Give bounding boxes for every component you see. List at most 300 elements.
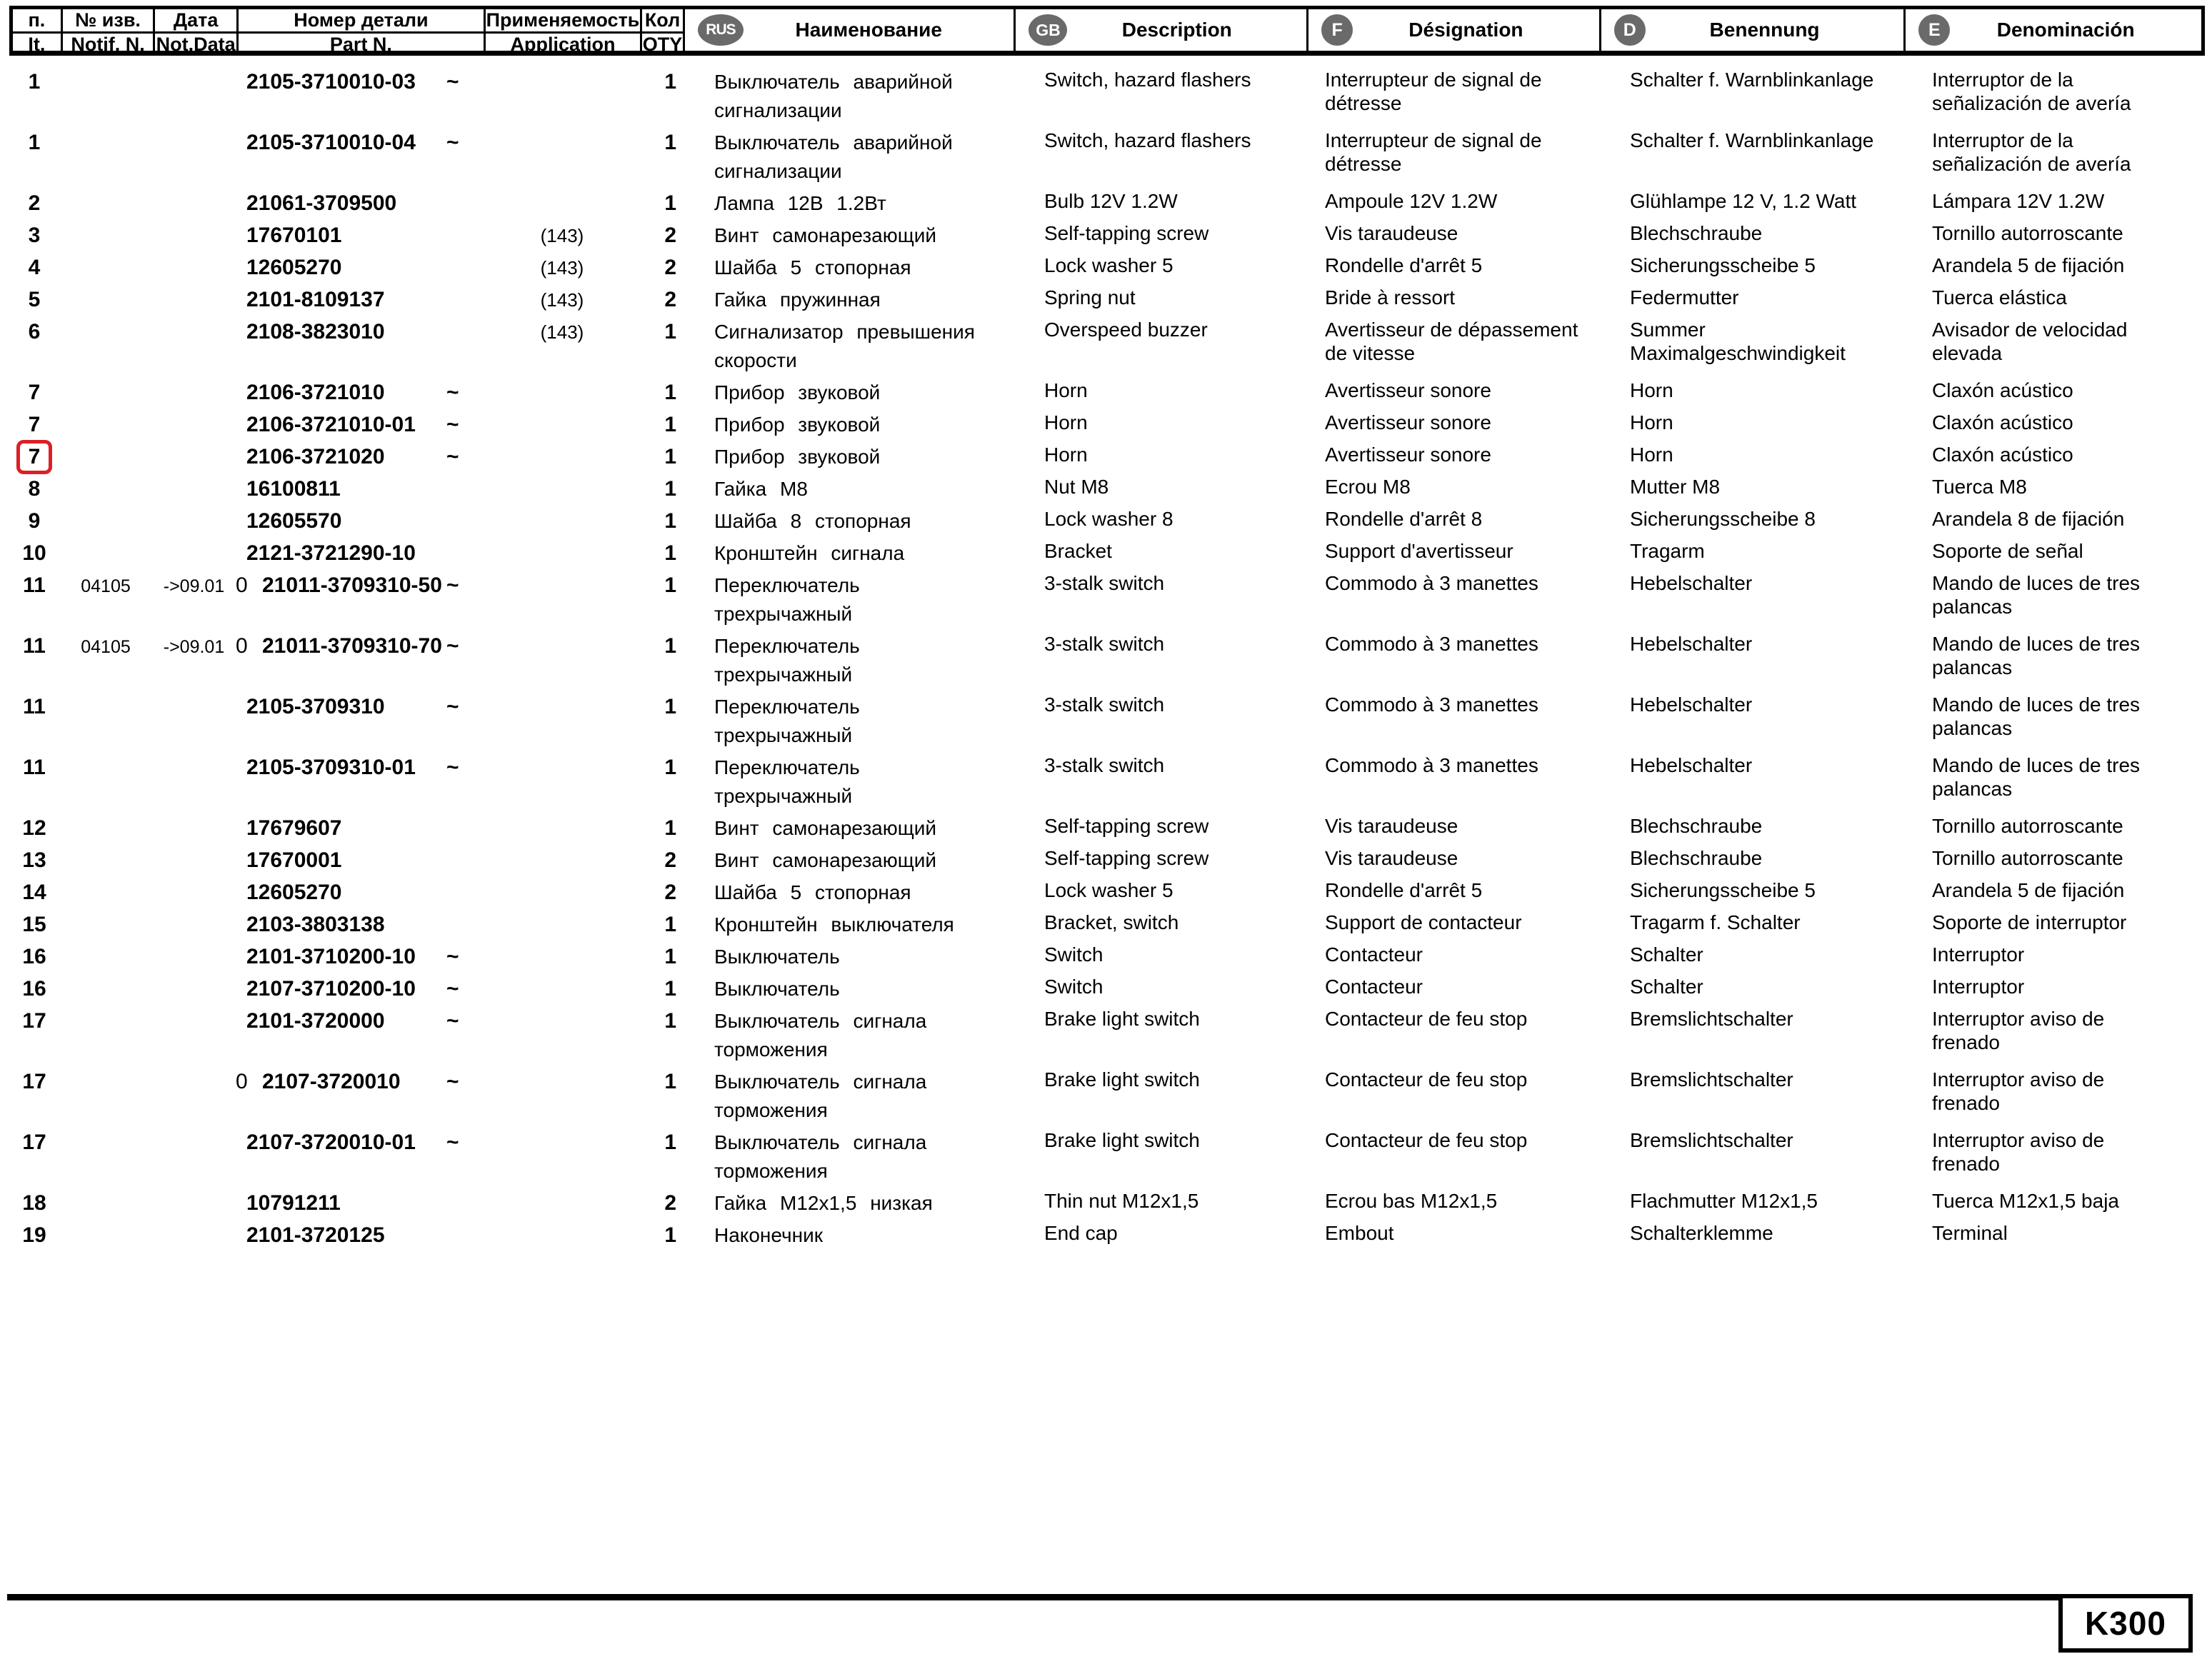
column-header-date: [155, 9, 239, 55]
denominacion-spanish: Interruptor: [1932, 976, 2025, 998]
item-number-cell: [9, 189, 59, 218]
part-number: 2101-3720000: [246, 1009, 385, 1033]
description-english: Spring nut: [1044, 286, 1136, 309]
benennung-german: Horn: [1630, 411, 1673, 433]
item-number-cell: [9, 846, 59, 875]
denominacion-spanish: Mando de luces de tres palancas: [1932, 572, 2141, 618]
table-row: [9, 379, 2205, 411]
tilde-marker: ~: [446, 977, 459, 1001]
quantity-value: 1: [664, 945, 676, 968]
item-number-cell: [9, 943, 59, 971]
description-english: Lock washer 8: [1044, 508, 1173, 530]
name-russian: Прибор звуковой: [714, 381, 881, 404]
column-header-notif-rus: № изв.: [63, 9, 154, 34]
part-number-cell: [236, 632, 484, 661]
tilde-marker: ~: [446, 634, 459, 658]
quantity-value: 1: [664, 477, 676, 501]
gb-language-badge-icon: GB: [1029, 14, 1067, 46]
designation-french: Support de contacteur: [1325, 911, 1522, 933]
benennung-german: Bremslichtschalter: [1630, 1129, 1793, 1151]
item-number: 1: [28, 70, 41, 94]
e-language-badge-icon: E: [1918, 14, 1950, 46]
part-number-cell: [236, 814, 484, 843]
part-number-cell: [236, 254, 484, 282]
part-number: 2105-3709310-01: [246, 756, 416, 779]
description-english: Bracket, switch: [1044, 911, 1179, 933]
item-number-cell: [9, 254, 59, 282]
part-number-cell: [236, 129, 484, 157]
name-russian: Переключатель трехрычажный: [714, 756, 860, 807]
table-row: [9, 221, 2205, 254]
column-header-application-en: Application: [510, 34, 616, 55]
name-russian: Переключатель трехрычажный: [714, 696, 860, 746]
item-number-cell: [9, 911, 59, 939]
designation-french: Avertisseur sonore: [1325, 379, 1491, 401]
designation-french: Bride à ressort: [1325, 286, 1456, 309]
designation-french: Support d'avertisseur: [1325, 540, 1513, 562]
column-header-designation-f-label: Désignation: [1408, 19, 1523, 41]
description-english: Brake light switch: [1044, 1008, 1200, 1030]
column-header-name-rus-label: Наименование: [795, 19, 942, 41]
description-english: Nut M8: [1044, 476, 1109, 498]
denominacion-spanish: Interruptor de la señalización de avería: [1932, 69, 2131, 114]
part-number-cell: [236, 443, 484, 471]
description-english: Bracket: [1044, 540, 1112, 562]
name-russian: Выключатель аварийной сигнализации: [714, 71, 953, 121]
quantity-value: 1: [664, 509, 676, 533]
name-russian: Прибор звуковой: [714, 446, 881, 468]
name-russian: Шайба 8 стопорная: [714, 510, 911, 532]
item-number-cell: [9, 975, 59, 1003]
part-number-cell: [236, 975, 484, 1003]
denominacion-spanish: Arandela 5 de fijación: [1932, 879, 2125, 901]
designation-french: Vis taraudeuse: [1325, 222, 1458, 244]
quantity-value: 1: [664, 1131, 676, 1154]
benennung-german: Tragarm: [1630, 540, 1705, 562]
benennung-german: Sicherungsscheibe 8: [1630, 508, 1816, 530]
designation-french: Commodo à 3 manettes: [1325, 693, 1538, 716]
tilde-marker: ~: [446, 70, 459, 94]
description-english: Switch, hazard flashers: [1044, 69, 1251, 91]
denominacion-spanish: Arandela 8 de fijación: [1932, 508, 2125, 530]
name-russian: Переключатель трехрычажный: [714, 574, 860, 625]
quantity-value: 1: [664, 977, 676, 1001]
designation-french: Avertisseur sonore: [1325, 411, 1491, 433]
part-number: 21011-3709310-50: [262, 573, 442, 597]
benennung-german: Schalter f. Warnblinkanlage: [1630, 69, 1874, 91]
denominacion-spanish: Avisador de velocidad elevada: [1932, 319, 2128, 364]
designation-french: Avertisseur de dépassement de vitesse: [1325, 319, 1578, 364]
denominacion-spanish: Claxón acústico: [1932, 443, 2073, 466]
description-english: Overspeed buzzer: [1044, 319, 1208, 341]
application-value: (143): [540, 225, 584, 246]
description-english: Switch: [1044, 943, 1104, 966]
tilde-marker: ~: [446, 1131, 459, 1154]
part-number: 2101-8109137: [246, 288, 385, 311]
part-number-cell: [236, 911, 484, 939]
table-row: [9, 1221, 2205, 1253]
item-number-cell: [9, 693, 59, 721]
tilde-marker: ~: [446, 413, 459, 436]
part-number: 10791211: [246, 1191, 341, 1215]
item-number: 17: [22, 1070, 46, 1093]
benennung-german: Blechschraube: [1630, 847, 1763, 869]
part-number: 2106-3721010-01: [246, 413, 416, 436]
quantity-value: 1: [664, 320, 676, 344]
item-number: 17: [22, 1131, 46, 1154]
name-russian: Гайка М12х1,5 низкая: [714, 1192, 933, 1214]
description-english: Thin nut M12x1,5: [1044, 1190, 1199, 1212]
benennung-german: Hebelschalter: [1630, 693, 1753, 716]
designation-french: Vis taraudeuse: [1325, 815, 1458, 837]
column-header-benennung-d: [1601, 9, 1906, 51]
item-number: 7: [28, 413, 41, 436]
table-row: [9, 286, 2205, 318]
name-russian: Прибор звуковой: [714, 414, 881, 436]
item-number-cell: [9, 1128, 59, 1157]
item-number-cell: [9, 753, 59, 782]
notification-date: ->09.01: [163, 576, 225, 596]
table-body: [9, 68, 2205, 1253]
quantity-value: 2: [664, 881, 676, 904]
rus-language-badge-icon: RUS: [698, 14, 744, 46]
item-number-cell: [9, 878, 59, 907]
designation-french: Contacteur: [1325, 976, 1423, 998]
part-number: 2107-3720010-01: [246, 1131, 416, 1154]
table-row: [9, 1068, 2205, 1128]
part-number: 2105-3710010-04: [246, 131, 416, 154]
description-english: Horn: [1044, 411, 1088, 433]
quantity-value: 1: [664, 695, 676, 718]
column-header-part-en: Part N.: [329, 34, 392, 55]
denominacion-spanish: Tornillo autorroscante: [1932, 815, 2123, 837]
designation-french: Avertisseur sonore: [1325, 443, 1491, 466]
part-number-cell: [236, 753, 484, 782]
part-number: 21011-3709310-70: [262, 634, 442, 658]
table-row: [9, 539, 2205, 571]
quantity-value: 2: [664, 224, 676, 247]
item-number-cell: [9, 475, 59, 503]
table-row: [9, 318, 2205, 379]
part-number-cell: [236, 1189, 484, 1218]
quantity-value: 1: [664, 1009, 676, 1033]
zero-marker: 0: [236, 1070, 248, 1093]
quantity-value: 1: [664, 816, 676, 840]
description-english: Self-tapping screw: [1044, 222, 1209, 244]
part-number-cell: [236, 943, 484, 971]
part-number: 2108-3823010: [246, 320, 385, 344]
table-row: [9, 1189, 2205, 1221]
denominacion-spanish: Soporte de señal: [1932, 540, 2083, 562]
item-number-cell: [9, 1007, 59, 1036]
item-number: 2: [28, 191, 41, 215]
part-number-cell: [236, 286, 484, 314]
name-russian: Выключатель сигнала торможения: [714, 1071, 927, 1121]
description-english: Brake light switch: [1044, 1129, 1200, 1151]
quantity-value: 1: [664, 70, 676, 94]
benennung-german: Mutter M8: [1630, 476, 1721, 498]
column-header-notif: [63, 9, 156, 55]
benennung-german: Horn: [1630, 443, 1673, 466]
zero-marker: 0: [236, 634, 248, 658]
column-header-denominacion-e: [1906, 9, 2201, 51]
quantity-value: 2: [664, 1191, 676, 1215]
description-english: Lock washer 5: [1044, 254, 1173, 276]
designation-french: Interrupteur de signal de détresse: [1325, 69, 1542, 114]
denominacion-spanish: Tuerca M8: [1932, 476, 2027, 498]
benennung-german: Schalter f. Warnblinkanlage: [1630, 129, 1874, 151]
item-number-cell: [9, 632, 59, 661]
denominacion-spanish: Interruptor de la señalización de avería: [1932, 129, 2131, 175]
designation-french: Rondelle d'arrêt 5: [1325, 254, 1483, 276]
table-row: [9, 943, 2205, 975]
name-russian: Винт самонарезающий: [714, 849, 937, 871]
item-number-cell: [9, 571, 59, 600]
item-number-cell: [9, 68, 59, 96]
denominacion-spanish: Interruptor aviso de frenado: [1932, 1129, 2105, 1175]
quantity-value: 1: [664, 191, 676, 215]
table-row: [9, 632, 2205, 693]
denominacion-spanish: Terminal: [1932, 1222, 2008, 1244]
name-russian: Гайка М8: [714, 478, 808, 500]
name-russian: Шайба 5 стопорная: [714, 881, 911, 903]
table-row: [9, 475, 2205, 507]
table-row: [9, 189, 2205, 221]
column-header-date-rus: Дата: [155, 9, 236, 34]
designation-french: Contacteur: [1325, 943, 1423, 966]
f-language-badge-icon: F: [1321, 14, 1353, 46]
benennung-german: Tragarm f. Schalter: [1630, 911, 1801, 933]
denominacion-spanish: Interruptor aviso de frenado: [1932, 1068, 2105, 1114]
notification-number: 04105: [81, 576, 131, 596]
denominacion-spanish: Interruptor aviso de frenado: [1932, 1008, 2105, 1053]
description-english: Self-tapping screw: [1044, 847, 1209, 869]
name-russian: Выключатель: [714, 946, 840, 968]
part-number-cell: [236, 1068, 484, 1096]
item-number-cell: [9, 411, 59, 439]
denominacion-spanish: Mando de luces de tres palancas: [1932, 693, 2141, 739]
part-number: 12605570: [246, 509, 342, 533]
part-number: 2106-3721010: [246, 381, 385, 404]
part-number-cell: [236, 693, 484, 721]
name-russian: Переключатель трехрычажный: [714, 635, 860, 686]
tilde-marker: ~: [446, 381, 459, 404]
column-header-part: [239, 9, 486, 55]
quantity-value: 1: [664, 445, 676, 468]
part-number-cell: [236, 189, 484, 218]
table-row: [9, 129, 2205, 189]
item-number: 11: [23, 695, 46, 718]
column-header-item: [13, 9, 63, 55]
description-english: Brake light switch: [1044, 1068, 1200, 1091]
item-number: 19: [22, 1223, 46, 1247]
part-number-cell: [236, 571, 484, 600]
item-number-cell: [9, 221, 59, 250]
denominacion-spanish: Claxón acústico: [1932, 411, 2073, 433]
tilde-marker: ~: [446, 756, 459, 779]
designation-french: Vis taraudeuse: [1325, 847, 1458, 869]
benennung-german: Glühlampe 12 V, 1.2 Watt: [1630, 190, 1856, 212]
item-number-cell: [9, 539, 59, 568]
item-number: 17: [22, 1009, 46, 1033]
denominacion-spanish: Tornillo autorroscante: [1932, 847, 2123, 869]
designation-french: Rondelle d'arrêt 8: [1325, 508, 1483, 530]
designation-french: Rondelle d'arrêt 5: [1325, 879, 1483, 901]
notification-date: ->09.01: [163, 637, 225, 657]
description-english: Lock washer 5: [1044, 879, 1173, 901]
part-number: 2107-3720010: [262, 1070, 401, 1093]
item-number-cell: [9, 1189, 59, 1218]
item-number-cell: [9, 507, 59, 536]
column-header-name-rus: [685, 9, 1016, 51]
benennung-german: Bremslichtschalter: [1630, 1068, 1793, 1091]
name-russian: Лампа 12В 1.2Вт: [714, 192, 886, 214]
table-header: [9, 6, 2205, 56]
part-number: 2121-3721290-10: [246, 541, 416, 565]
name-russian: Винт самонарезающий: [714, 817, 937, 839]
part-number: 12605270: [246, 881, 342, 904]
table-row: [9, 814, 2205, 846]
column-header-notif-en: Notif. N.: [71, 34, 145, 55]
denominacion-spanish: Claxón acústico: [1932, 379, 2073, 401]
name-russian: Кронштейн выключателя: [714, 913, 954, 936]
description-english: Bulb 12V 1.2W: [1044, 190, 1178, 212]
item-number: 11: [23, 634, 46, 658]
part-number-cell: [236, 379, 484, 407]
denominacion-spanish: Tornillo autorroscante: [1932, 222, 2123, 244]
column-header-date-en: Not.Data: [156, 34, 236, 55]
denominacion-spanish: Lámpara 12V 1.2W: [1932, 190, 2105, 212]
name-russian: Гайка пружинная: [714, 289, 881, 311]
description-english: Horn: [1044, 379, 1088, 401]
description-english: 3-stalk switch: [1044, 754, 1165, 776]
quantity-value: 1: [664, 131, 676, 154]
item-number-cell: [9, 318, 59, 346]
part-number: 12605270: [246, 256, 342, 279]
column-header-designation-f: [1308, 9, 1601, 51]
item-number: 8: [28, 477, 41, 501]
quantity-value: 2: [664, 848, 676, 872]
quantity-value: 1: [664, 756, 676, 779]
column-header-description-gb: [1016, 9, 1308, 51]
quantity-value: 1: [664, 913, 676, 936]
denominacion-spanish: Tuerca M12x1,5 baja: [1932, 1190, 2119, 1212]
description-english: End cap: [1044, 1222, 1118, 1244]
name-russian: Выключатель: [714, 978, 840, 1000]
benennung-german: Schalterklemme: [1630, 1222, 1773, 1244]
name-russian: Кронштейн сигнала: [714, 542, 905, 564]
benennung-german: Sicherungsscheibe 5: [1630, 879, 1816, 901]
name-russian: Выключатель сигнала торможения: [714, 1010, 927, 1061]
description-english: Switch: [1044, 976, 1104, 998]
item-number: 16: [22, 945, 46, 968]
table-row: [9, 443, 2205, 475]
column-header-item-rus: п.: [13, 9, 61, 34]
item-number: 4: [28, 256, 41, 279]
item-number: 9: [28, 509, 41, 533]
item-number: 11: [23, 573, 46, 597]
zero-marker: 0: [236, 573, 248, 597]
benennung-german: Hebelschalter: [1630, 572, 1753, 594]
item-number-cell: [9, 814, 59, 843]
item-number: 13: [22, 848, 46, 872]
part-number-cell: [236, 221, 484, 250]
tilde-marker: ~: [446, 573, 459, 597]
d-language-badge-icon: D: [1614, 14, 1646, 46]
part-number: 17670101: [246, 224, 342, 247]
denominacion-spanish: Soporte de interruptor: [1932, 911, 2127, 933]
designation-french: Embout: [1325, 1222, 1394, 1244]
description-english: Horn: [1044, 443, 1088, 466]
part-number-cell: [236, 507, 484, 536]
item-number-cell: [9, 286, 59, 314]
quantity-value: 1: [664, 381, 676, 404]
designation-french: Ecrou bas M12x1,5: [1325, 1190, 1498, 1212]
name-russian: Выключатель сигнала торможения: [714, 1131, 927, 1182]
tilde-marker: ~: [446, 945, 459, 968]
item-number: 1: [28, 131, 41, 154]
description-english: Switch, hazard flashers: [1044, 129, 1251, 151]
benennung-german: Federmutter: [1630, 286, 1739, 309]
benennung-german: Sicherungsscheibe 5: [1630, 254, 1816, 276]
column-header-denominacion-e-label: Denominación: [1996, 19, 2135, 41]
name-russian: Винт самонарезающий: [714, 224, 937, 246]
part-number: 21061-3709500: [246, 191, 397, 215]
benennung-german: Flachmutter M12x1,5: [1630, 1190, 1818, 1212]
part-number: 2103-3803138: [246, 913, 385, 936]
description-english: 3-stalk switch: [1044, 572, 1165, 594]
part-number: 2105-3710010-03: [246, 70, 416, 94]
part-number-cell: [236, 1128, 484, 1157]
part-number: 2101-3720125: [246, 1223, 385, 1247]
application-value: (143): [540, 321, 584, 343]
item-number: 14: [22, 881, 46, 904]
name-russian: Выключатель аварийной сигнализации: [714, 131, 953, 182]
table-row: [9, 693, 2205, 753]
part-number: 16100811: [246, 477, 341, 501]
part-number-cell: [236, 1007, 484, 1036]
description-english: 3-stalk switch: [1044, 633, 1165, 655]
name-russian: Сигнализатор превышения скорости: [714, 321, 975, 371]
quantity-value: 1: [664, 634, 676, 658]
page-code: K300: [2085, 1605, 2166, 1642]
quantity-value: 1: [664, 1070, 676, 1093]
column-header-application: [486, 9, 642, 55]
denominacion-spanish: Mando de luces de tres palancas: [1932, 754, 2141, 800]
item-number-cell: [9, 129, 59, 157]
notification-number: 04105: [81, 637, 131, 657]
designation-french: Commodo à 3 manettes: [1325, 572, 1538, 594]
item-number-cell: [9, 443, 59, 471]
table-row: [9, 911, 2205, 943]
part-number: 17679607: [246, 816, 342, 840]
item-number-cell: [9, 1068, 59, 1096]
part-number-cell: [236, 68, 484, 96]
benennung-german: Schalter: [1630, 976, 1703, 998]
benennung-german: Schalter: [1630, 943, 1703, 966]
designation-french: Commodo à 3 manettes: [1325, 633, 1538, 655]
name-russian: Шайба 5 стопорная: [714, 256, 911, 279]
benennung-german: Summer Maximalgeschwindigkeit: [1630, 319, 1846, 364]
table-row: [9, 507, 2205, 539]
table-row: [9, 1007, 2205, 1068]
table-row: [9, 68, 2205, 129]
column-header-item-en: It.: [28, 34, 46, 55]
description-english: 3-stalk switch: [1044, 693, 1165, 716]
designation-french: Interrupteur de signal de détresse: [1325, 129, 1542, 175]
page-code-box: [2058, 1594, 2193, 1653]
designation-french: Commodo à 3 manettes: [1325, 754, 1538, 776]
